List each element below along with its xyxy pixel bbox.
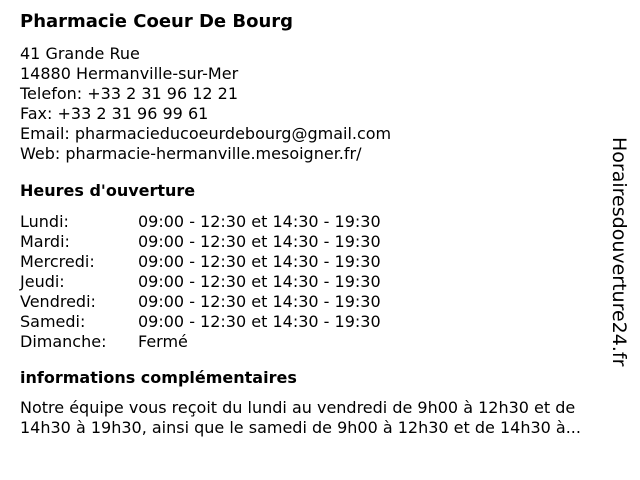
additional-info-heading: informations complémentaires — [20, 368, 297, 387]
day-label: Jeudi: — [20, 272, 65, 291]
city-address: 14880 Hermanville-sur-Mer — [20, 64, 239, 83]
opening-hours-heading: Heures d'ouverture — [20, 181, 196, 200]
hours-row — [20, 312, 620, 332]
hours-row — [20, 332, 620, 352]
day-label: Mardi: — [20, 232, 70, 251]
time-range: 09:00 - 12:30 et 14:30 - 19:30 — [138, 232, 381, 251]
day-label: Mercredi: — [20, 252, 95, 271]
street-address: 41 Grande Rue — [20, 44, 140, 63]
pharmacy-name: Pharmacie Coeur De Bourg — [20, 11, 294, 32]
pharmacy-card — [20, 0, 620, 438]
info-line: Notre équipe vous reçoit du lundi au vendredi de 9h00 à 12h30 et de — [20, 398, 576, 417]
day-label: Samedi: — [20, 312, 86, 331]
hours-row — [20, 212, 620, 232]
time-range: Fermé — [138, 332, 188, 351]
info-line: 14h30 à 19h30, ainsi que le samedi de 9h00 à 12h30 et de 14h30 à... — [20, 418, 581, 437]
fax-number: Fax: +33 2 31 96 99 61 — [20, 104, 209, 123]
additional-info-text — [20, 398, 632, 438]
hours-row — [20, 252, 620, 272]
site-watermark-text: Horairesdouverture24.fr — [608, 137, 630, 367]
day-label: Vendredi: — [20, 292, 96, 311]
hours-row — [20, 292, 620, 312]
hours-row — [20, 272, 620, 292]
opening-hours-table — [20, 212, 620, 352]
time-range: 09:00 - 12:30 et 14:30 - 19:30 — [138, 272, 381, 291]
hours-row — [20, 232, 620, 252]
website-address: Web: pharmacie-hermanville.mesoigner.fr/ — [20, 144, 362, 163]
contact-details — [20, 44, 620, 164]
email-address: Email: pharmacieducoeurdebourg@gmail.com — [20, 124, 392, 143]
phone-number: Telefon: +33 2 31 96 12 21 — [20, 84, 239, 103]
time-range: 09:00 - 12:30 et 14:30 - 19:30 — [138, 292, 381, 311]
site-watermark — [603, 137, 631, 373]
day-label: Lundi: — [20, 212, 69, 231]
time-range: 09:00 - 12:30 et 14:30 - 19:30 — [138, 312, 381, 331]
time-range: 09:00 - 12:30 et 14:30 - 19:30 — [138, 252, 381, 271]
day-label: Dimanche: — [20, 332, 107, 351]
time-range: 09:00 - 12:30 et 14:30 - 19:30 — [138, 212, 381, 231]
